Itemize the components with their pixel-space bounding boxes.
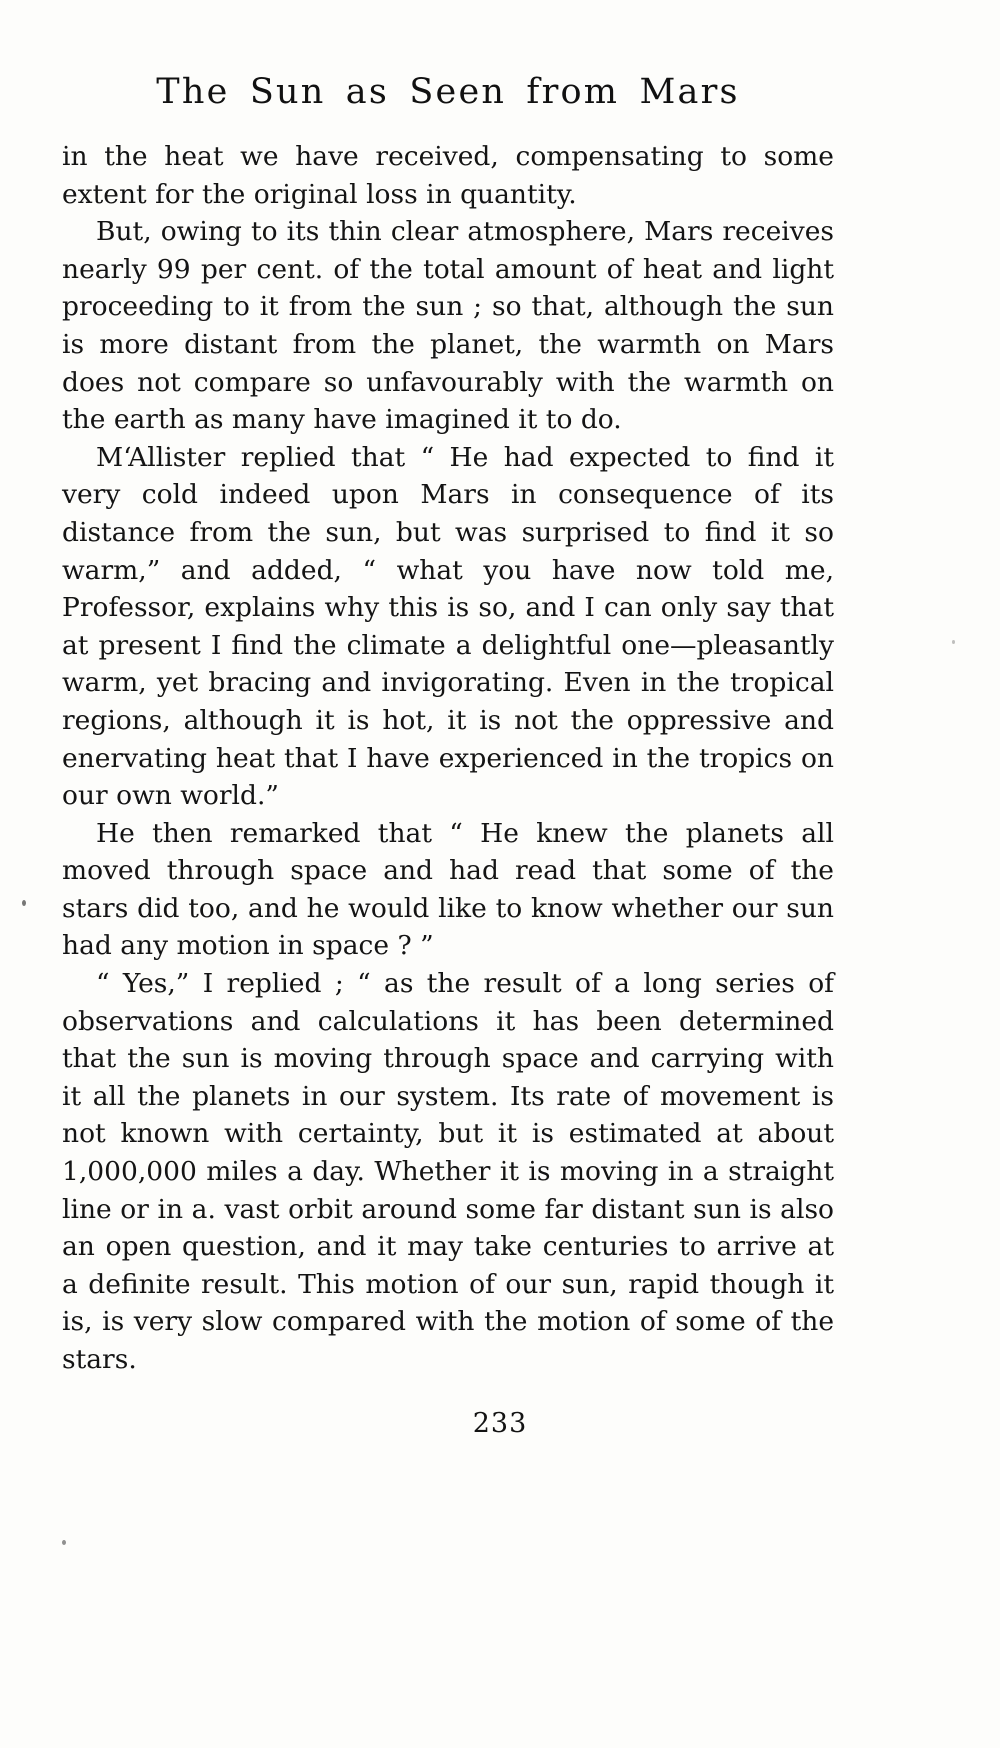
ink-speck-icon [62, 1540, 66, 1545]
body-text [62, 138, 834, 1379]
paragraph: in the heat we have received, compensating to some extent for the original loss in quantity. [62, 141, 834, 210]
paragraph: He then remarked that “ He knew the planets all moved through space and had read that some of the stars did too, and he would like to know whether our sun had any motion in space ? ” [62, 817, 834, 962]
page-number: 233 [472, 1408, 528, 1439]
paragraph: But, owing to its thin clear atmosphere, Mars receives nearly 99 per cent. of the total amount of heat and light proceeding to it from the sun ; so that, although the sun is more distant from the planet, the warmth on Mars does not compare so unfavourably with the warmth on the earth as many have imagined it to do. [62, 216, 834, 436]
paragraph: “ Yes,” I replied ; “ as the result of a long series of observations and calculations it has been determined that the sun is moving through space and carrying with it all the planets in our system. Its rate of movement is not known with certainty, but it is estimated at about 1,000,000 miles a day. Whether it is moving in a straight line or in a. vast orbit around some far distant sun is also an open question, and it may take centuries to arrive at a definite result. This motion of our sun, rapid though it is, is very slow compared with the motion of some of the stars. [62, 968, 834, 1375]
page-title: The Sun as Seen from Mars [156, 72, 740, 112]
paragraph: M‘Allister replied that “ He had expected to find it very cold indeed upon Mars in consequence of its distance from the sun, but was surprised to find it so warm,” and added, “ what you have now told me, Professor, explains why this is so, and I can only say that at present I find the climate a delightful one—pleasantly warm, yet bracing and invigorating. Even in the tropical regions, although it is hot, it is not the oppressive and enervating heat that I have experienced in the tropics on our own world.” [62, 441, 834, 812]
ink-speck-icon [952, 640, 955, 644]
page-text-block [62, 72, 834, 1379]
ink-speck-icon [22, 900, 26, 906]
